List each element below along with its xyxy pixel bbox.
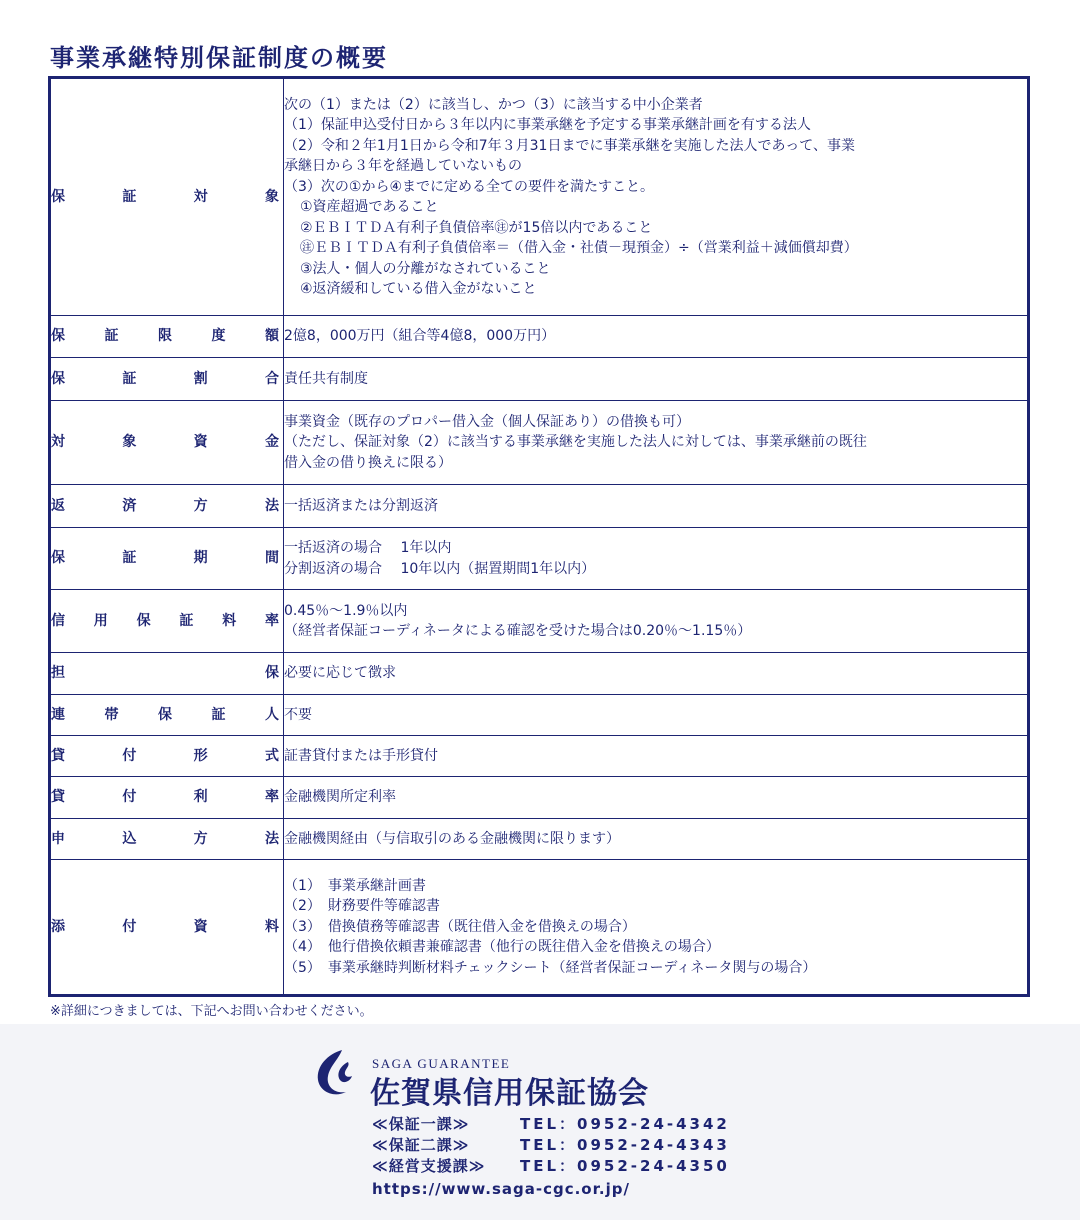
row-value-cell <box>284 590 1029 653</box>
row-value-line: 必要に応じて徴求 <box>284 665 396 682</box>
row-value-cell <box>284 528 1029 590</box>
table-row <box>50 78 1029 316</box>
org-name-english: SAGA GUARANTEE <box>372 1056 511 1071</box>
row-label-cell <box>50 819 284 860</box>
row-value-cell <box>284 695 1029 736</box>
row-value-line: 証書貸付または手形貸付 <box>284 747 438 764</box>
row-label-cell <box>50 860 284 996</box>
row-value-line: （ただし、保証対象（2）に該当する事業承継を実施した法人に対しては、事業承継前の既往 <box>284 434 867 451</box>
row-label-cell <box>50 695 284 736</box>
row-value-line: ㊟ＥＢＩＴＤＡ有利子負債倍率＝（借入金・社債－現預金）÷（営業利益＋減価償却費） <box>300 240 858 256</box>
row-label: 貸付形式 <box>51 747 283 764</box>
contact-tel[interactable]: TEL：0952-24-4350 <box>520 1157 730 1175</box>
row-value-line: （1）保証申込受付日から３年以内に事業承継を予定する事業承継計画を有する法人 <box>284 117 811 133</box>
row-label: 対象資金 <box>51 434 283 451</box>
row-label-cell <box>50 358 284 401</box>
row-label: 保証対象 <box>51 188 283 205</box>
row-label-cell <box>50 736 284 777</box>
row-value-line: 事業資金（既存のプロパー借入金（個人保証あり）の借換も可） <box>284 413 690 430</box>
contact-tel[interactable]: TEL：0952-24-4342 <box>520 1115 730 1133</box>
row-label: 保証期間 <box>51 550 283 567</box>
row-label: 貸付利率 <box>51 789 283 806</box>
row-label-cell <box>50 528 284 590</box>
row-value-line: （5） 事業承継時判断材料チェックシート（経営者保証コーディネータ関与の場合） <box>284 959 817 976</box>
row-label: 担保 <box>51 665 283 682</box>
row-value-line: （1） 事業承継計画書 <box>284 877 426 894</box>
inquiry-note: ※詳細につきましては、下記へお問い合わせください。 <box>50 1004 373 1019</box>
website-link[interactable]: https://www.saga-cgc.or.jp/ <box>372 1180 630 1198</box>
table-row <box>50 528 1029 590</box>
row-label-cell <box>50 316 284 358</box>
contact-row <box>372 1135 730 1156</box>
row-value-line: 不要 <box>284 706 312 723</box>
table-row <box>50 358 1029 401</box>
table-row <box>50 860 1029 996</box>
row-value-cell <box>284 316 1029 358</box>
row-value-line: 金融機関経由（与信取引のある金融機関に限ります） <box>284 830 620 847</box>
row-value-line: 0.45％～1.9％以内 <box>284 602 408 619</box>
row-value-cell <box>284 736 1029 777</box>
contact-list <box>372 1114 730 1177</box>
row-value-line: 一括返済または分割返済 <box>284 497 438 514</box>
footer <box>0 1024 1080 1220</box>
row-label: 保証割合 <box>51 370 283 387</box>
row-label-cell <box>50 401 284 485</box>
table-row <box>50 736 1029 777</box>
contact-row <box>372 1156 730 1177</box>
row-value-line: 責任共有制度 <box>284 370 368 387</box>
overview-table-wrapper <box>48 76 1030 997</box>
overview-table <box>48 76 1030 997</box>
table-row <box>50 316 1029 358</box>
table-row <box>50 653 1029 695</box>
row-value-cell <box>284 860 1029 996</box>
row-value-cell <box>284 777 1029 819</box>
contact-tel[interactable]: TEL：0952-24-4343 <box>520 1136 730 1154</box>
row-value-line: ④返済緩和している借入金がないこと <box>300 281 537 297</box>
row-label: 連帯保証人 <box>51 706 283 723</box>
row-value-line: ③法人・個人の分離がなされていること <box>300 260 551 277</box>
row-value-cell <box>284 401 1029 485</box>
row-value-line: ②ＥＢＩＴＤＡ有利子負債倍率㊟が15倍以内であること <box>300 219 653 236</box>
row-value-line: 次の（1）または（2）に該当し、かつ（3）に該当する中小企業者 <box>284 96 703 113</box>
row-label: 申込方法 <box>51 830 283 847</box>
table-row <box>50 777 1029 819</box>
page-title: 事業承継特別保証制度の概要 <box>50 44 388 72</box>
row-value-cell <box>284 653 1029 695</box>
row-label-cell <box>50 653 284 695</box>
row-value-cell <box>284 358 1029 401</box>
row-value-line: ①資産超過であること <box>300 199 439 215</box>
row-value-line: 金融機関所定利率 <box>284 789 396 806</box>
org-name-japanese: 佐賀県信用保証協会 <box>370 1076 649 1111</box>
row-value-cell <box>284 78 1029 316</box>
row-value-line: （3）次の①から④までに定める全ての要件を満たすこと。 <box>284 178 655 195</box>
contact-dept: ≪保証一課≫ <box>372 1115 470 1133</box>
table-row <box>50 401 1029 485</box>
row-value-line: （経営者保証コーディネータによる確認を受けた場合は0.20％～1.15％） <box>284 623 752 639</box>
row-label: 返済方法 <box>51 497 283 514</box>
row-value-line: 承継日から３年を経過していないもの <box>284 158 522 174</box>
row-value-cell <box>284 819 1029 860</box>
row-value-line: 2億8，000万円（組合等4億8，000万円） <box>284 328 556 345</box>
table-row <box>50 485 1029 528</box>
row-value-line: （3） 借換債務等確認書（既往借入金を借換えの場合） <box>284 918 636 935</box>
row-value-line: （2）令和２年1月1日から令和7年３月31日までに事業承継を実施した法人であって、事業 <box>284 137 856 154</box>
row-value-line: 借入金の借り換えに限る） <box>284 454 452 471</box>
saga-guarantee-logo-icon <box>312 1048 360 1100</box>
row-label-cell <box>50 78 284 316</box>
row-value-line: 分割返済の場合 10年以内（据置期間1年以内） <box>284 560 596 577</box>
row-label: 保証限度額 <box>51 328 283 345</box>
table-row <box>50 819 1029 860</box>
table-row <box>50 695 1029 736</box>
row-label: 添付資料 <box>51 918 283 935</box>
contact-dept: ≪経営支援課≫ <box>372 1157 486 1175</box>
row-label-cell <box>50 590 284 653</box>
row-label: 信用保証料率 <box>51 612 283 629</box>
row-value-line: （2） 財務要件等確認書 <box>284 898 440 915</box>
row-label-cell <box>50 485 284 528</box>
row-value-cell <box>284 485 1029 528</box>
table-row <box>50 590 1029 653</box>
row-value-line: 一括返済の場合 1年以内 <box>284 540 452 556</box>
row-value-line: （4） 他行借換依頼書兼確認書（他行の既往借入金を借換えの場合） <box>284 939 720 956</box>
row-label-cell <box>50 777 284 819</box>
contact-row <box>372 1114 730 1135</box>
contact-dept: ≪保証二課≫ <box>372 1136 470 1154</box>
